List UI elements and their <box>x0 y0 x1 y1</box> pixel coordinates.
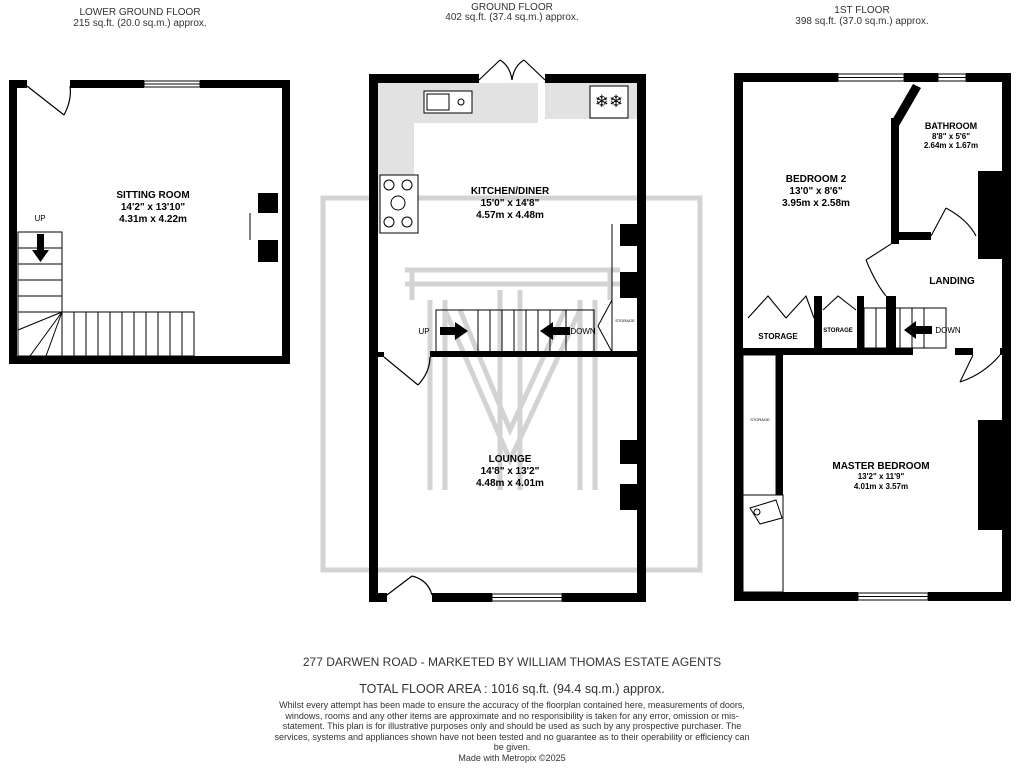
sitting-room-imperial: 14'2" x 13'10" <box>120 202 186 213</box>
french-doors <box>479 60 545 80</box>
disclaimer: Whilst every attempt has been made to ensure the accuracy of the floorplan contained here, measurements of doors, windows, rooms and any other items are approximate and no responsibility is taken for any error, omission or mis-statement. This plan is for illustrative purposes only and should be used as such by any prospective purchaser. The services, systems and appliances shown have not been tested and no guarantee as to their operability or efficiency can be given. <box>274 700 750 752</box>
bedroom2-metric: 3.95m x 2.58m <box>782 198 850 209</box>
lower-floor-title: LOWER GROUND FLOOR <box>79 7 201 18</box>
storage-cupboard-door <box>598 298 612 356</box>
lounge-metric: 4.48m x 4.01m <box>476 478 544 489</box>
lower-ground-floor <box>9 80 290 364</box>
lower-window <box>144 81 200 87</box>
front-door <box>387 576 432 595</box>
bedroom2-name: BEDROOM 2 <box>785 174 847 185</box>
hob-icon <box>380 175 418 233</box>
first-floor-title: 1ST FLOOR <box>834 5 890 16</box>
lower-floor-area: 215 sq.ft. (20.0 sq.m.) approx. <box>73 18 207 29</box>
bathroom-imperial: 8'8" x 5'6" <box>931 132 971 141</box>
lower-door <box>27 86 70 115</box>
svg-text:❄❄: ❄❄ <box>594 92 624 111</box>
first-down-arrow-icon <box>904 321 932 339</box>
boiler-icon <box>750 500 782 524</box>
kitchen-name: KITCHEN/DINER <box>470 186 550 197</box>
first-down-label: DOWN <box>935 326 961 335</box>
metropix-credit: Made with Metropix ©2025 <box>458 753 566 763</box>
sitting-room-name: SITTING ROOM <box>116 190 190 201</box>
first-storage-label: STORAGE <box>758 332 798 341</box>
landing-name: LANDING <box>929 276 975 287</box>
first-storage-small-label: STORAGE <box>823 328 853 334</box>
lounge-imperial: 14'8" x 13'2" <box>480 466 540 477</box>
master-bedroom-imperial: 13'2" x 11'9" <box>857 472 905 481</box>
floor-headings <box>73 2 928 29</box>
ground-up-label: UP <box>418 327 430 336</box>
sitting-room-metric: 4.31m x 4.22m <box>119 214 187 225</box>
wardrobe-storage-label: STORAGE <box>750 417 770 422</box>
address-line: 277 DARWEN ROAD - MARKETED BY WILLIAM THOMAS ESTATE AGENTS <box>302 655 722 669</box>
master-bedroom-metric: 4.01m x 3.57m <box>853 482 909 491</box>
ground-floor-area: 402 sq.ft. (37.4 sq.m.) approx. <box>445 12 579 23</box>
ground-window <box>492 594 562 601</box>
fridge-snowflake-icon <box>590 86 628 118</box>
master-bedroom-name: MASTER BEDROOM <box>832 461 930 472</box>
bathroom-metric: 2.64m x 1.67m <box>923 141 979 150</box>
first-floor-area: 398 sq.ft. (37.0 sq.m.) approx. <box>795 16 929 27</box>
kitchen-sink-icon <box>424 91 472 113</box>
lounge-door <box>384 357 430 385</box>
ground-floor-title: GROUND FLOOR <box>471 2 553 13</box>
lounge-name: LOUNGE <box>488 454 532 465</box>
lower-stair-label: UP <box>34 214 46 223</box>
bathroom-angled-wall <box>891 84 921 126</box>
ground-storage-label: STORAGE <box>615 318 635 323</box>
ground-down-label: DOWN <box>570 327 596 336</box>
bedroom2-imperial: 13'0" x 8'6" <box>789 186 843 197</box>
first-floor <box>734 73 1011 601</box>
kitchen-metric: 4.57m x 4.48m <box>476 210 544 221</box>
ground-floor <box>369 60 646 602</box>
first-doors <box>748 208 1000 382</box>
first-staircase <box>864 308 946 348</box>
total-floor-area: TOTAL FLOOR AREA : 1016 sq.ft. (94.4 sq.m.) approx. <box>359 682 665 696</box>
bathroom-name: BATHROOM <box>924 121 978 131</box>
kitchen-imperial: 15'0" x 14'8" <box>480 198 540 209</box>
